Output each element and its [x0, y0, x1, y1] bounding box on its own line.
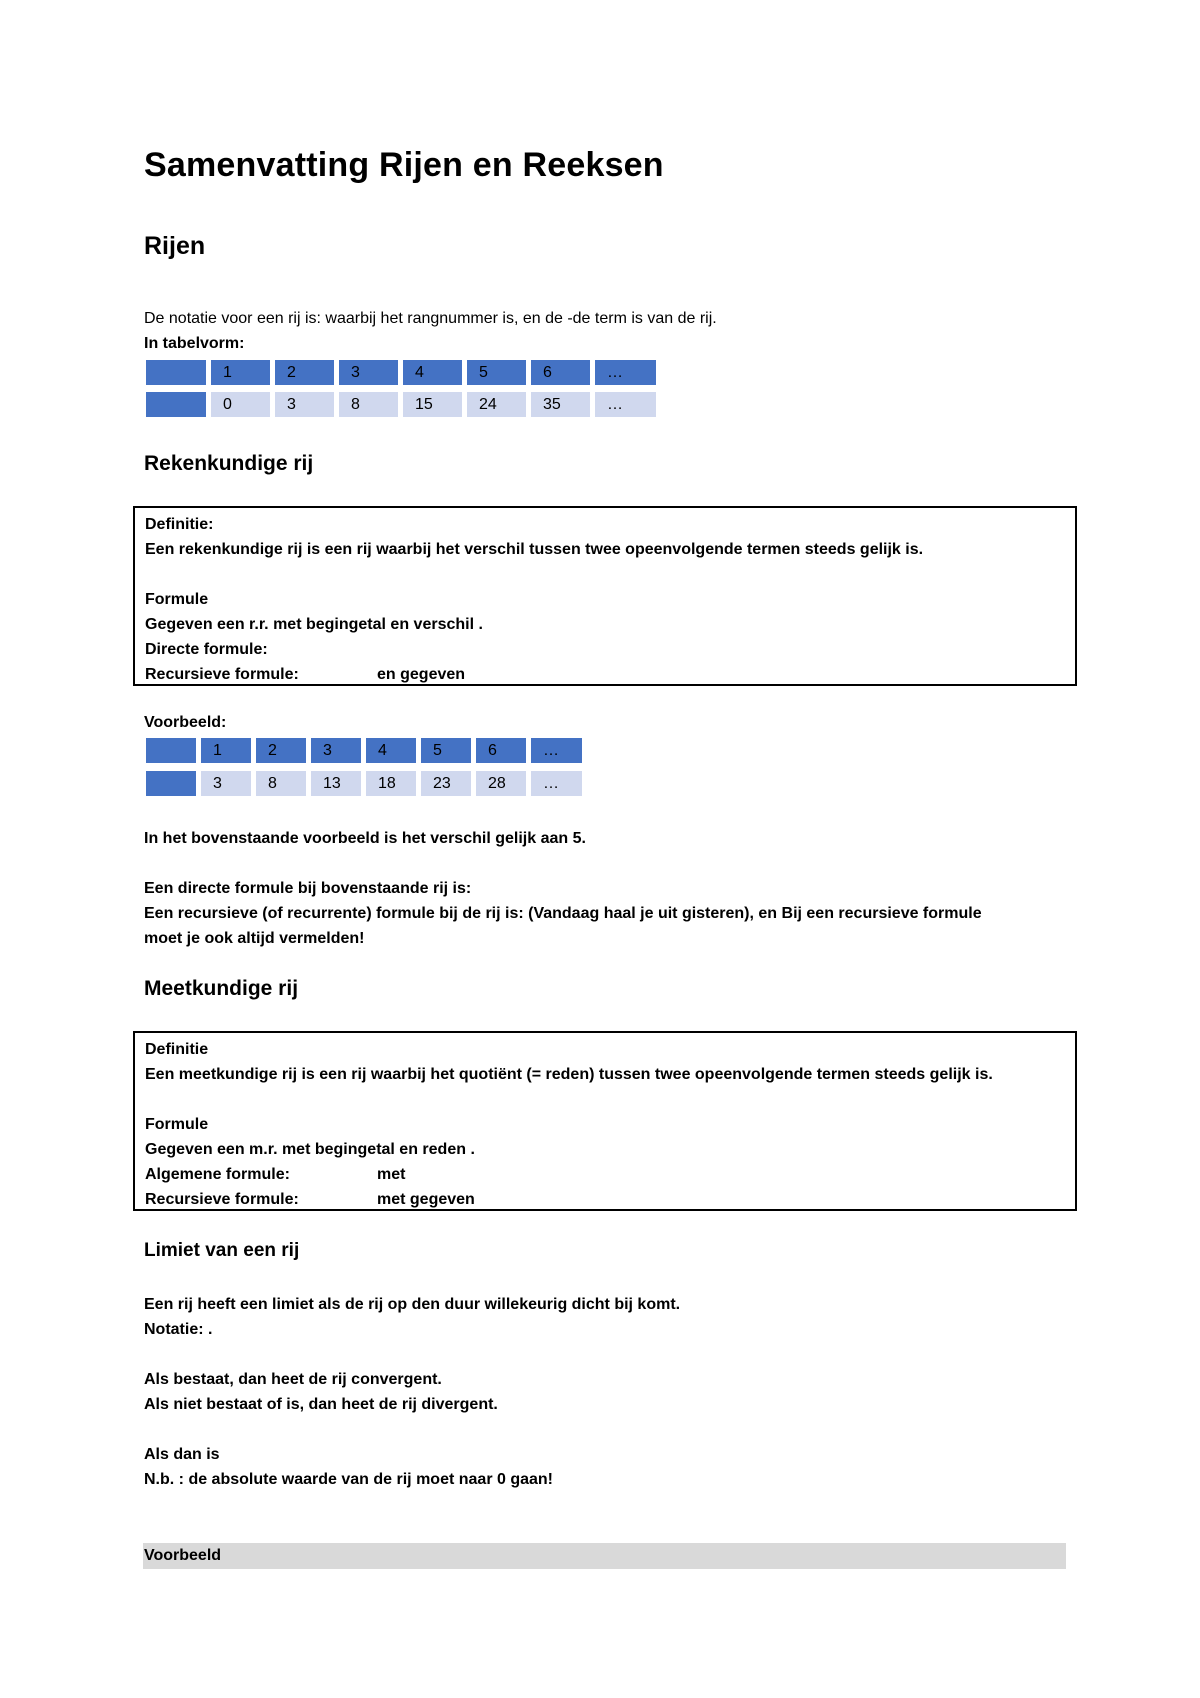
algemene-formule-rest: met [377, 1166, 406, 1183]
table-cell: 3 [275, 392, 334, 417]
table-cell: 6 [476, 738, 526, 763]
table-cell: 2 [275, 360, 334, 385]
table-cell: … [595, 392, 656, 417]
table-cell: 5 [467, 360, 526, 385]
definition-label: Definitie: [145, 516, 214, 533]
table-cell: 3 [339, 360, 398, 385]
directe-formule-text: Een directe formule bij bovenstaande rij is: [144, 880, 472, 897]
table-cell [146, 738, 196, 763]
heading-rekenkundige-rij: Rekenkundige rij [144, 452, 314, 475]
heading-limiet: Limiet van een rij [144, 1240, 300, 1261]
directe-formule-label: Directe formule: [145, 641, 268, 658]
definition-box-meetkundig [133, 1031, 1077, 1211]
table-cell: 18 [366, 771, 416, 796]
recursieve-formule-text-cont: moet je ook altijd vermelden! [144, 930, 365, 947]
table-cell: 1 [201, 738, 251, 763]
gegeven-text: Gegeven een r.r. met begingetal en verschil . [145, 616, 483, 633]
definition-text: Een rekenkundige rij is een rij waarbij het verschil tussen twee opeenvolgende termen steeds gelijk is. [145, 541, 924, 558]
rekenkundig-table-header-row [146, 738, 582, 763]
notatie-text: De notatie voor een rij is: waarbij het rangnummer is, en de -de term is van de rij. [144, 310, 717, 327]
recursieve-formule-rest: en gegeven [377, 666, 466, 683]
table-cell: 3 [201, 771, 251, 796]
page-title: Samenvatting Rijen en Reeksen [144, 146, 664, 184]
rijen-table-header-row [146, 360, 656, 385]
recursieve-formule-line [145, 1187, 1065, 1212]
table-cell: 5 [421, 738, 471, 763]
definition-label: Definitie [145, 1041, 209, 1058]
limiet-text-1: Een rij heeft een limiet als de rij op den duur willekeurig dicht bij komt. [144, 1296, 681, 1313]
heading-rijen: Rijen [144, 232, 206, 260]
table-cell: … [531, 738, 582, 763]
table-cell: 15 [403, 392, 462, 417]
table-cell [146, 392, 206, 417]
algemene-formule-line [145, 1162, 1065, 1187]
convergent-text: Als bestaat, dan heet de rij convergent. [144, 1371, 442, 1388]
rekenkundig-table-value-row [146, 771, 582, 796]
divergent-text: Als niet bestaat of is, dan heet de rij divergent. [144, 1396, 498, 1413]
table-cell: 35 [531, 392, 590, 417]
table-cell: 23 [421, 771, 471, 796]
table-cell [146, 360, 206, 385]
table-cell: 24 [467, 392, 526, 417]
recursieve-formule-label: Recursieve formule: [145, 666, 299, 683]
voorbeeld-label: Voorbeeld: [144, 714, 227, 731]
verschil-text: In het bovenstaande voorbeeld is het verschil gelijk aan 5. [144, 830, 586, 847]
table-cell: … [531, 771, 582, 796]
table-cell: 4 [403, 360, 462, 385]
table-cell: … [595, 360, 656, 385]
definition-text: Een meetkundige rij is een rij waarbij het quotiënt (= reden) tussen twee opeenvolgende termen steeds gelijk is. [145, 1066, 993, 1083]
voorbeeld-heading: Voorbeeld [144, 1547, 222, 1564]
recursieve-formule-label: Recursieve formule: [145, 1191, 299, 1208]
limiet-notatie: Notatie: . [144, 1321, 213, 1338]
als-dan-text: Als dan is [144, 1446, 220, 1463]
voorbeeld-shaded-bar [143, 1543, 1066, 1569]
table-cell: 0 [211, 392, 270, 417]
table-cell: 8 [339, 392, 398, 417]
recursieve-formule-text: Een recursieve (of recurrente) formule bij de rij is: (Vandaag haal je uit gisteren), en Bij een recursieve formule [144, 905, 982, 922]
table-cell: 28 [476, 771, 526, 796]
nb-text: N.b. : de absolute waarde van de rij moet naar 0 gaan! [144, 1471, 553, 1488]
table-cell: 2 [256, 738, 306, 763]
table-cell: 6 [531, 360, 590, 385]
formule-label: Formule [145, 1116, 209, 1133]
recursieve-formule-line [145, 662, 1065, 687]
table-cell: 8 [256, 771, 306, 796]
table-cell: 1 [211, 360, 270, 385]
gegeven-text: Gegeven een m.r. met begingetal en reden . [145, 1141, 475, 1158]
formule-label: Formule [145, 591, 209, 608]
table-cell: 4 [366, 738, 416, 763]
table-cell: 3 [311, 738, 361, 763]
definition-box-rekenkundig [133, 506, 1077, 686]
table-cell [146, 771, 196, 796]
algemene-formule-label: Algemene formule: [145, 1166, 290, 1183]
rijen-table-value-row [146, 392, 656, 417]
heading-meetkundige-rij: Meetkundige rij [144, 977, 299, 1000]
recursieve-formule-rest: met gegeven [377, 1191, 475, 1208]
tabelvorm-label: In tabelvorm: [144, 335, 245, 352]
table-cell: 13 [311, 771, 361, 796]
